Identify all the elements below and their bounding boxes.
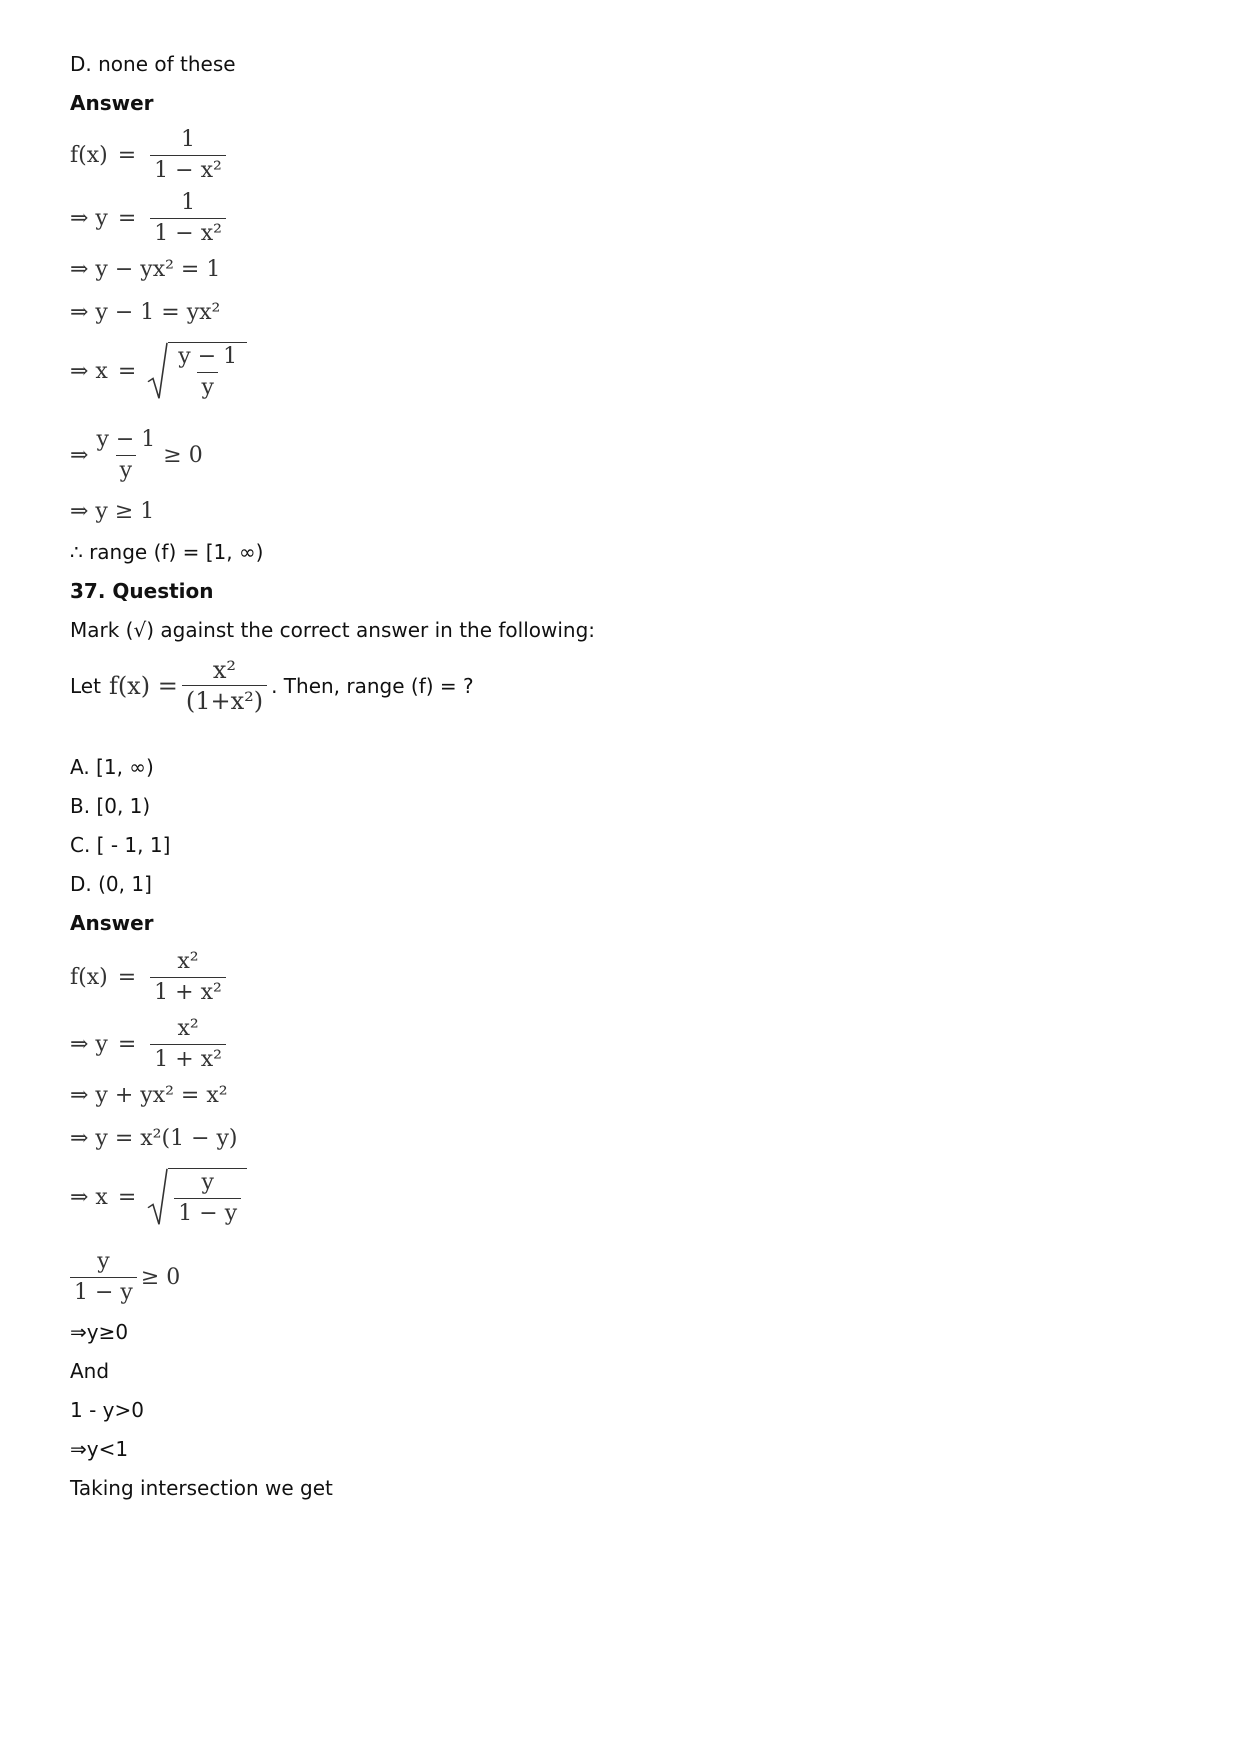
math-step-4: ⇒ y − 1 = yx² xyxy=(70,300,221,325)
q37-line-2: And xyxy=(70,1359,110,1383)
q37-line-3: 1 - y>0 xyxy=(70,1398,144,1422)
q37-step-3: ⇒ y + yx² = x² xyxy=(70,1083,228,1108)
math-step-5: ⇒ x = $\frac{y - 1}{y}$ xyxy=(70,342,247,400)
math-step-2: ⇒ y = $\frac{1}{\text{1 − x²}}$ xyxy=(70,191,230,246)
q37-step-1: f(x) = $\frac{\text{x²}}{\text{1 + x²}}$ xyxy=(70,950,230,1005)
question-heading: 37. Question xyxy=(70,579,214,603)
q37-step-4: ⇒ y = x²(1 − y) xyxy=(70,1126,238,1151)
document-page xyxy=(70,0,1170,1755)
question-instruction: Mark (√) against the correct answer in the following: xyxy=(70,618,596,642)
math-step-3: ⇒ y − yx² = 1 xyxy=(70,257,221,282)
range-conclusion: ∴ range (f) = [1, ∞) xyxy=(70,540,264,564)
option-c: C. [ - 1, 1] xyxy=(70,833,171,857)
q37-step-5: ⇒ x = $\frac{y}{1 - y}$ xyxy=(70,1168,247,1226)
option-a: A. [1, ∞) xyxy=(70,755,154,779)
q37-step-2: ⇒ y = $\frac{\text{x²}}{\text{1 + x²}}$ xyxy=(70,1017,230,1072)
option-d: D. none of these xyxy=(70,52,236,76)
math-step-7: ⇒ y ≥ 1 xyxy=(70,499,155,524)
option-b: B. [0, 1) xyxy=(70,794,151,818)
sqrt-symbol: $\frac{y - 1}{y}$ xyxy=(146,342,247,400)
q37-line-4: ⇒y<1 xyxy=(70,1437,129,1461)
math-step-6: ⇒ $\frac{y - 1}{y}$ ≥ 0 xyxy=(70,427,203,483)
q37-line-5: Taking intersection we get xyxy=(70,1476,333,1500)
option-d-q37: D. (0, 1] xyxy=(70,872,152,896)
q37-step-6: $\frac{y}{1 - y}$ ≥ 0 xyxy=(70,1250,180,1305)
sqrt-symbol: $\frac{y}{1 - y}$ xyxy=(146,1168,247,1226)
question-statement: Let f(x) = $\frac{\text{x²}}{\text{(1+x²)}}$ . Then, range (f) = ? xyxy=(70,656,474,715)
answer-heading-q37: Answer xyxy=(70,911,154,935)
math-step-1: f(x) = $\frac{1}{\text{1 − x²}}$ xyxy=(70,128,230,183)
q37-line-1: ⇒y≥0 xyxy=(70,1320,129,1344)
answer-heading: Answer xyxy=(70,91,154,115)
